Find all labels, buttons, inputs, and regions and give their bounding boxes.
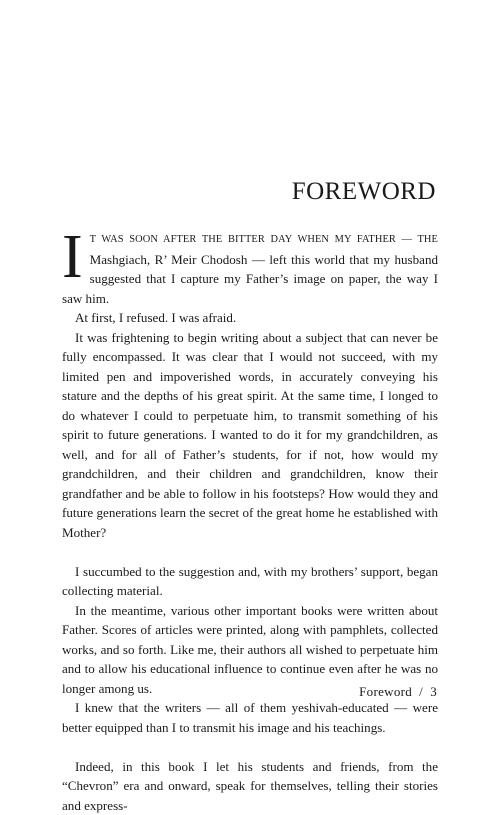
- drop-cap: I: [62, 229, 83, 283]
- paragraph: In the meantime, various other important books were written about Father. Scores of articles were printed, along with pamphlets, collected works, and so forth. Like me, their authors all wished to perpetuate him and to allow his educational influence to continue even after he was no longer among us.: [62, 601, 438, 699]
- page-folio: Foreword / 3: [359, 684, 437, 700]
- paragraph: I succumbed to the suggestion and, with my brothers’ support, began collecting material.: [62, 562, 438, 601]
- opening-smallcaps: T WAS SOON AFTER THE BITTER DAY WHEN MY FATHER — THE: [90, 234, 438, 245]
- paragraph: It was frightening to begin writing about a subject that can never be fully encompassed. It was clear that I would not succeed, with my limited pen and impoverished words, in accurately conveying his stature and the depths of his great spirit. At the same time, I longed to do whatever I could to perpetuate him, to transmit something of his spirit to future generations. I wanted to do it for my grandchildren, as well, and for all of Father’s students, for if not, how would my grandchildren, and their children and grandchildren, know their grandfather and be able to follow in his footsteps? How would they and future generations learn the secret of the great home he established with Mother?: [62, 328, 438, 543]
- paragraph: I knew that the writers — all of them yeshivah-educated — were better equipped than I to transmit his image and his teachings.: [62, 698, 438, 737]
- paragraph: At first, I refused. I was afraid.: [62, 308, 438, 328]
- opening-paragraph: [62, 228, 438, 308]
- paragraph: Indeed, in this book I let his students and friends, from the “Chevron” era and onward, speak for themselves, telling their stories and express-: [62, 757, 438, 815]
- body-text: [62, 228, 438, 815]
- opening-text: Mashgiach, R’ Meir Chodosh — left this world that my husband suggested that I capture my Father’s image on paper, the way I saw him.: [62, 252, 438, 306]
- chapter-title: FOREWORD: [292, 178, 436, 206]
